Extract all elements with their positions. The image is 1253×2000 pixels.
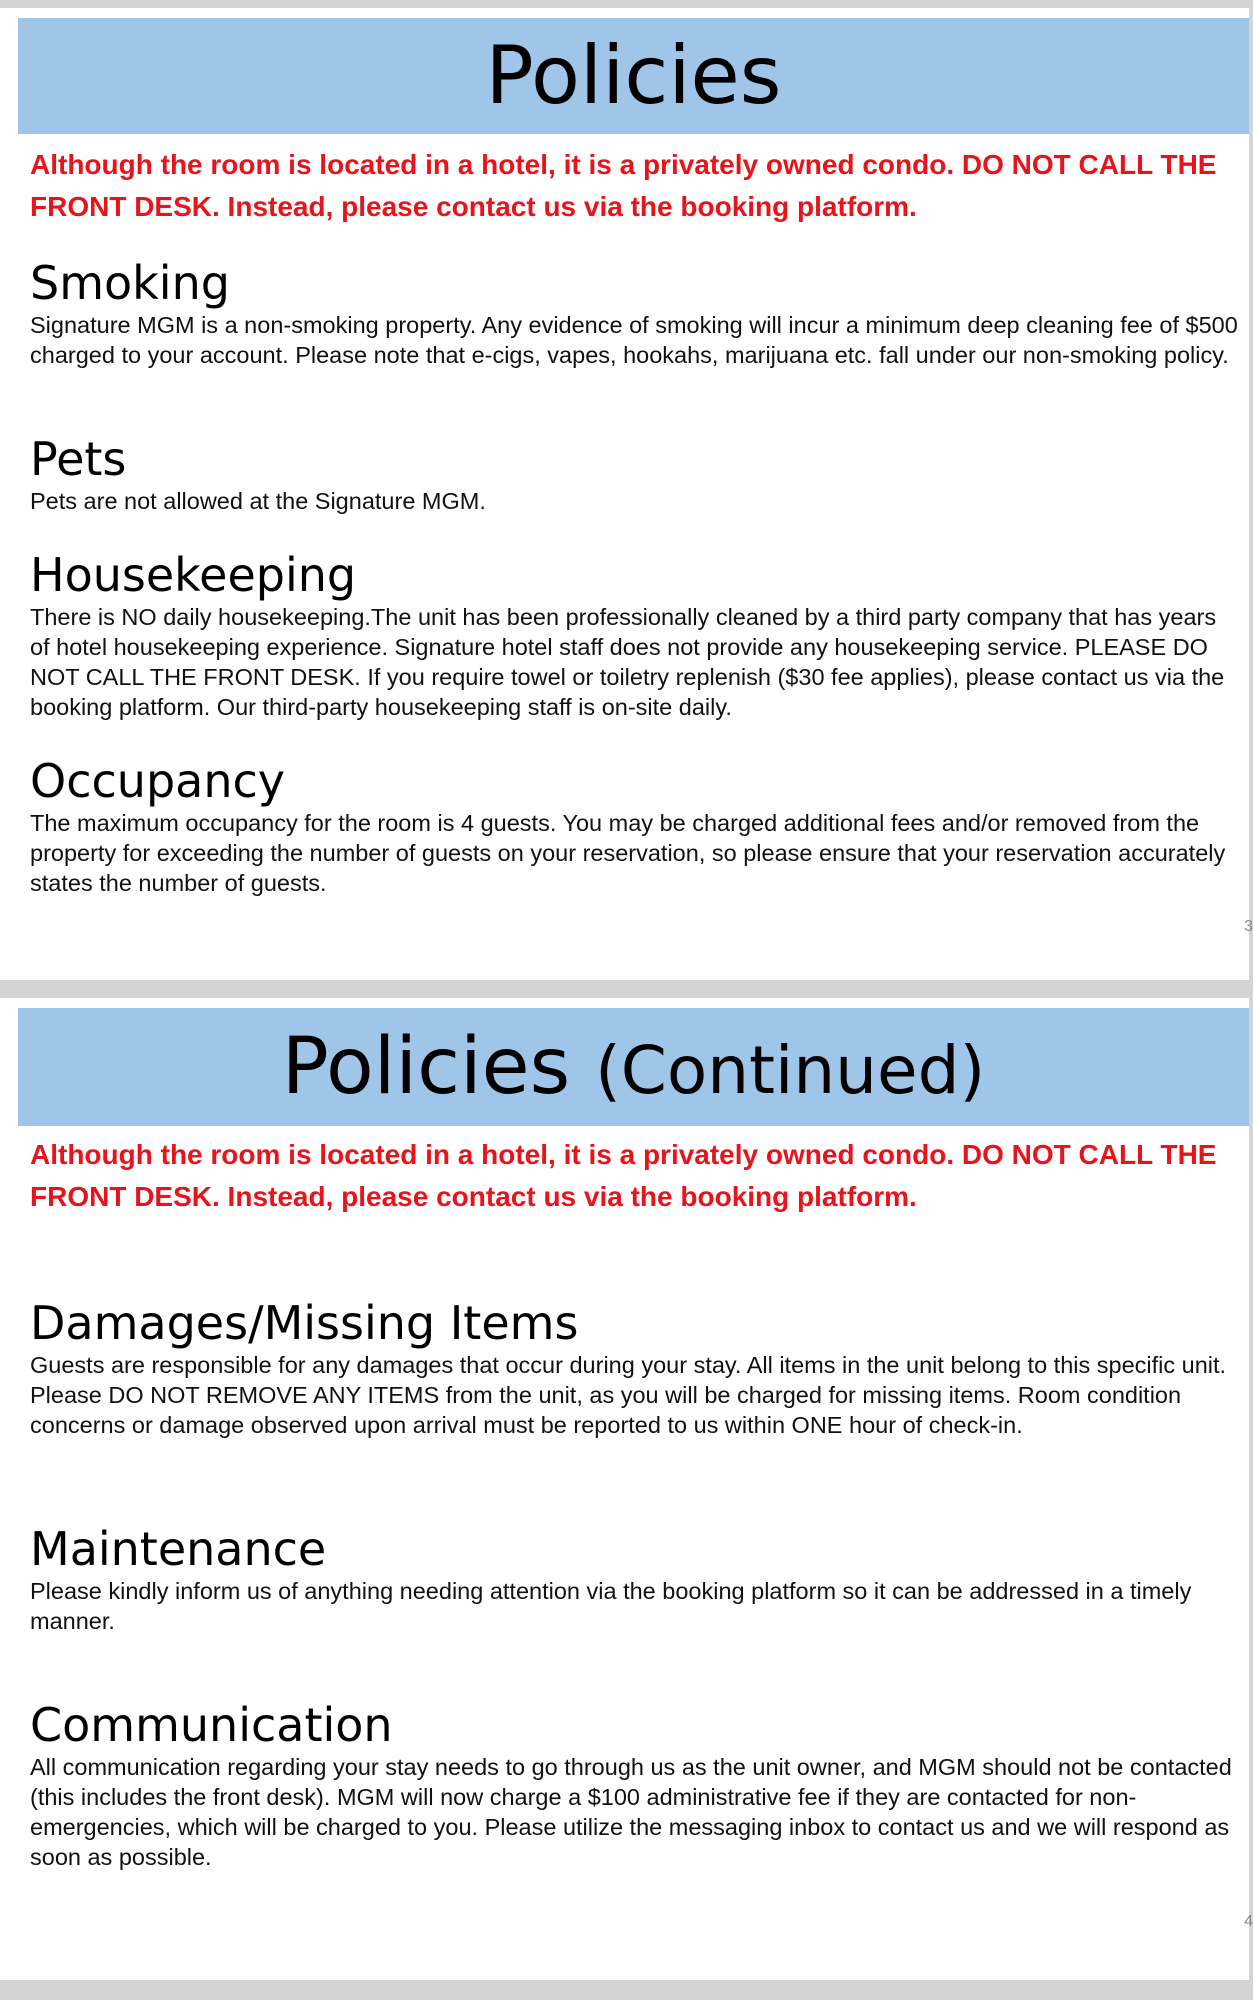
section-heading: Housekeeping [30,548,357,602]
section-heading: Smoking [30,256,230,310]
slide-title-text: Policies [281,1022,571,1112]
section-heading: Pets [30,432,127,486]
slide-title-suffix: (Continued) [595,1032,986,1109]
section-body: Guests are responsible for any damages that occur during your stay. All items in the unit belong to this specific unit. Please DO NOT REMOVE ANY ITEMS from the unit, as you will be charged for missing items. Room condition concerns or damage observed upon arrival must be reported to us within ONE hour of check-in. [30,1352,1227,1438]
slide-title [18,1008,1249,1126]
section-body: All communication regarding your stay needs to go through us as the unit owner, and MGM should not be contacted (this includes the front desk). MGM will now charge a $100 administrative fee if they are contacted for non-emergencies, which will be charged to you. Please utilize the messaging inbox to contact us and we will respond as soon as possible. [30,1754,1232,1870]
section-heading: Occupancy [30,754,285,808]
section-damages [30,1296,1242,1440]
section-occupancy [30,754,1242,898]
section-body: Please kindly inform us of anything needing attention via the booking platform so it can be addressed in a timely manner. [30,1578,1192,1634]
section-body: The maximum occupancy for the room is 4 guests. You may be charged additional fees and/or removed from the property for exceeding the number of guests on your reservation, so please ensure that your reservation accurately states the number of guests. [30,810,1226,896]
section-housekeeping [30,548,1242,722]
section-maintenance [30,1522,1242,1636]
slide-title-text: Policies [485,29,782,122]
section-heading: Damages/Missing Items [30,1296,579,1350]
section-heading: Communication [30,1698,393,1752]
front-desk-warning: Although the room is located in a hotel, it is a privately owned condo. DO NOT CALL THE FRONT DESK. Instead, please contact us via the booking platform. [30,1139,1217,1212]
section-pets [30,432,1242,516]
policies-continued-slide [0,998,1253,1980]
front-desk-warning: Although the room is located in a hotel, it is a privately owned condo. DO NOT CALL THE FRONT DESK. Instead, please contact us via the booking platform. [30,149,1217,222]
section-smoking [30,256,1242,370]
page-number: 3 [1244,918,1253,935]
section-communication [30,1698,1242,1872]
slide-title [18,18,1249,134]
section-body: There is NO daily housekeeping.The unit has been professionally cleaned by a third party company that has years of hotel housekeeping experience. Signature hotel staff does not provide any housekeeping service. PLEASE DO NOT CALL THE FRONT DESK. If you require towel or toiletry replenish ($30 fee applies), please contact us via the booking platform. Our third-party housekeeping staff is on-site daily. [30,604,1225,720]
policies-slide [0,8,1253,980]
section-body: Pets are not allowed at the Signature MGM. [30,488,486,514]
section-body: Signature MGM is a non-smoking property. Any evidence of smoking will incur a minimum deep cleaning fee of $500 charged to your account. Please note that e-cigs, vapes, hookahs, marijuana etc. fall under our non-smoking policy. [30,312,1238,368]
page-number: 4 [1244,1913,1253,1930]
section-heading: Maintenance [30,1522,327,1576]
